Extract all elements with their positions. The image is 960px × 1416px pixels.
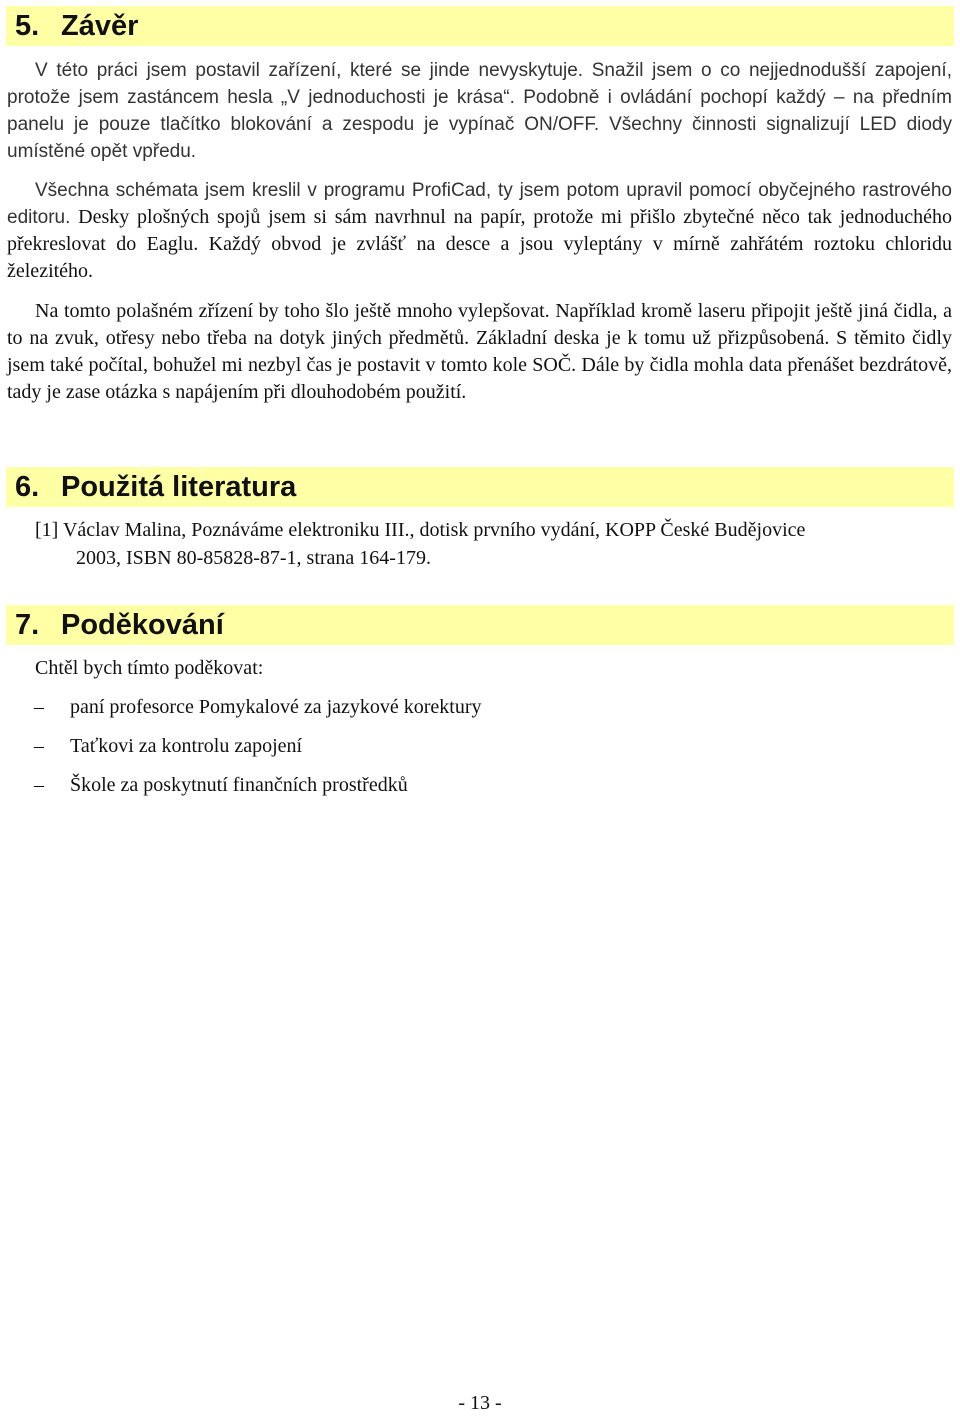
reference-line: 2003, ISBN 80-85828-87-1, strana 164-179.: [76, 547, 431, 569]
section-title: Použitá literatura: [61, 471, 297, 503]
paragraph-text: V této práci jsem postavil zařízení, které se jinde nevyskytuje. Snažil jsem o co nejjednodušší zapojení, protože jsem zastáncem hesla „V jednoduchosti je krása“. Podobně i ovládání pochopí každý – na předním panelu je pouze tlačítko blokování a zespodu je vypínač ON/OFF. Všechny činnosti signalizují LED diody umístěné opět vpředu.: [7, 60, 952, 162]
section-title: Poděkování: [61, 609, 224, 641]
paragraph: [7, 298, 952, 406]
section-title: Závěr: [61, 10, 139, 42]
section-number: 5.: [15, 10, 40, 42]
acknowledgement-intro: Chtěl bych tímto poděkovat:: [35, 657, 264, 679]
paragraph: [7, 177, 952, 285]
list-dash: –: [34, 774, 44, 796]
section-heading-acknowledgements: [6, 605, 954, 645]
list-dash: –: [34, 696, 44, 718]
page-number: - 13 -: [458, 1392, 502, 1414]
paragraph-text: Všechna schémata jsem kreslil v programu ProfiCad, ty jsem potom upravil pomocí obyčejného rastrového editoru.: [7, 180, 952, 228]
list-item: [34, 771, 408, 799]
reference-line: [1] Václav Malina, Poznáváme elektroniku III., dotisk prvního vydání, KOPP České Budějovice: [35, 519, 806, 541]
list-item: [34, 693, 482, 721]
section-number: 7.: [15, 609, 40, 641]
paragraph-text: Na tomto polašném zřízení by toho šlo ještě mnoho vylepšovat. Například kromě laseru připojit ještě jiná čidla, a to na zvuk, otřesy nebo třeba na dotyk jiných předmětů. Základní deska je k tomu už přizpůsobená. S těmito čidly jsem také počítal, bohužel mi nezbyl čas je postavit v tomto kole SOČ. Dále by čidla mohla data přenášet bezdrátově, tady je zase otázka s napájením při dlouhodobém použití.: [7, 300, 952, 403]
list-item-text: Škole za poskytnutí finančních prostředků: [70, 774, 408, 796]
section-number: 6.: [15, 471, 40, 503]
section-heading-conclusion: [6, 6, 954, 46]
paragraph-text: Desky plošných spojů jsem si sám navrhnul na papír, protože mi přišlo zbytečné něco tak jednoduchého překreslovat do Eaglu. Každý obvod je zvlášť na desce a jsou vyleptány v mírně zahřátém roztoku chloridu železitého.: [7, 206, 952, 282]
paragraph: [7, 57, 952, 165]
list-item: [34, 732, 302, 760]
list-item-text: Taťkovi za kontrolu zapojení: [70, 735, 303, 757]
reference-entry: [35, 516, 952, 572]
list-item-text: paní profesorce Pomykalové za jazykové korektury: [70, 696, 482, 718]
list-dash: –: [34, 735, 44, 757]
section-heading-literature: [6, 467, 954, 507]
